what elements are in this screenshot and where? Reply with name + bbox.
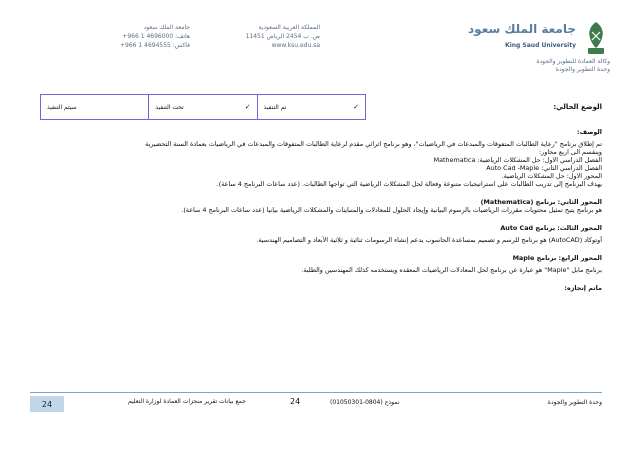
term-1-line: الفصل الدراسي الاول: حل المشكلات الرياضية: Mathematica [433,156,602,164]
letterhead-mid-line-3: www.ksu.edu.sa [271,42,320,49]
axis-2-title: المحور الثاني: برنامج (Mathematica) [480,198,602,206]
axis-2-text: هو برنامج يتيح تمثيل محتويات مقررات الرياضيات بالرسوم البيانية وإيجاد الحلول للمعادلات والمتباينات والمشكلات الرياضية بيانيا (عدد ساعات البرنامج 4 ساعة). [181,206,602,214]
status-option-label: تحت التنفيذ [155,103,184,111]
axis-3-text: أوتوكاد (AutoCAD) هو برنامج للرسم و تصميم بمساعدة الحاسوب يدعم إنشاء الرسومات ثنائية و ثلاثية الأبعاد و التصاميم الهندسية. [256,236,602,244]
description-line-2: وينقسم الى اربع محاور: [539,148,602,156]
letterhead-left-line-1: جامعة الملك سعود [143,24,190,31]
document-body [38,128,602,292]
status-option-in-progress [148,95,256,119]
footer-divider [30,392,602,393]
status-label: الوضع الحالي: [553,103,602,111]
footer-form-code: نموذج (0804-01050301) [330,399,400,406]
letterhead-contact-block [40,23,190,50]
letterhead-left-line-3: فاكس: 4694555 1 966+ [119,42,190,49]
description-line-1: تم إطلاق برنامج "رعاية الطالبات المتفوقات والمبدعات في الرياضيات"، وهو برنامج اثرائي مقدم لرعاية الطالبات المتفوقات والمبدعات في الرياضيات بعمادة السنة التحضيرية [145,140,602,148]
footer-unit-name: وحدة التطوير والجودة [547,399,602,406]
letterhead-dept-lines [460,58,610,74]
description-heading: الوصف: [577,128,602,136]
university-logo-icon [582,20,610,56]
letterhead-dept-line-2: وحدة التطوير والجودة [555,66,610,73]
term-2-line: الفصل الدراسي الثاني: Auto Cad -Maple [486,164,602,172]
letterhead-mid-line-2: ص. ب 2454 الرياض 11451 [245,33,320,40]
letterhead [30,18,610,86]
axis-1-text: يهدف البرنامج إلى تدريب الطالبات على استراتيجيات متنوعة وفعالة لحل المشكلات الرياضية التي تواجها الطالبات. (عدد ساعات البرنامج 4 ساعة). [216,180,602,188]
university-name-ar: جامعة الملك سعود [468,22,576,36]
university-name-en: King Saud University [505,42,576,49]
check-icon: ✓ [244,103,251,111]
footer-page-box: 24 [30,396,64,412]
letterhead-dept-line-1: وكالة العمادة للتطوير والجودة [536,58,610,65]
axis-4-text: برنامج مابل "Maple" هو عبارة عن برنامج لحل المعادلات الرياضيات المعقده ويستخدمه كذلك المهندسين والطلبة. [301,266,602,274]
status-option-label: سيتم التنفيذ [47,103,77,111]
footer [30,396,602,412]
status-table [40,94,366,120]
footer-report-title: جمع بيانات تقرير منجزات العمادة لوزارة التعليم [128,398,246,405]
letterhead-mid-line-1: المملكة العربية السعودية [258,24,320,31]
axis-4-title: المحور الرابع: برنامج Maple [512,254,602,262]
footer-page-number: 24 [290,397,301,406]
status-option-label: تم التنفيذ [263,103,287,111]
letterhead-university-block [460,20,610,82]
achieved-heading: ماتم إنجازه: [564,284,602,292]
status-option-done [257,95,365,119]
axis-1-title: المحور الاول: حل المشكلات الرياضية. [501,172,602,180]
status-option-planned [41,95,148,119]
axis-3-title: المحور الثالث: برنامج Auto Cad [500,224,602,232]
letterhead-address-block [170,23,320,50]
check-icon: ✓ [353,103,359,111]
letterhead-left-line-2: هاتف: 4696000 1 966+ [122,33,190,40]
